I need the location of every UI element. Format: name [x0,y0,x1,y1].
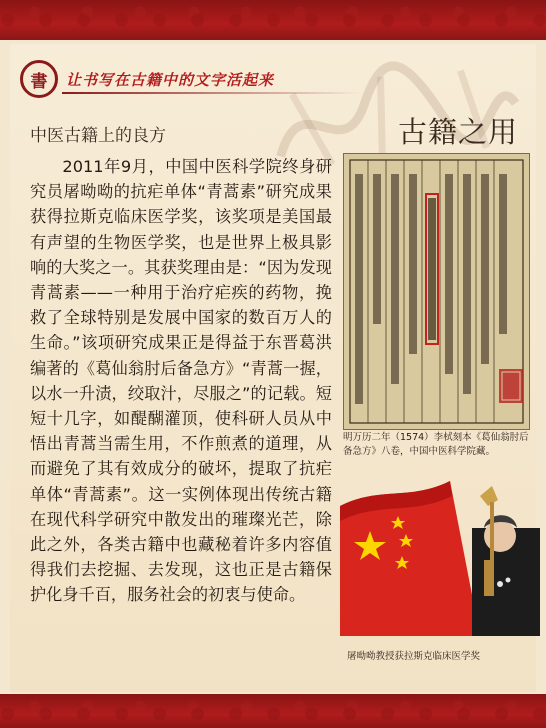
emblem-character: 書 [30,71,48,92]
article-body: 2011年9月，中国中医科学院终身研究员屠呦呦的抗疟单体“青蒿素”研究成果获得拉斯克临床医学奖，该奖项是美国最有声望的生物医学奖，也是世界上极具影响的大奖之一。其获奖理由是：“因为发现青蒿素——一种用于治疗疟疾的药物，挽救了全球特别是发展中国家的数百万人的生命。”该项研究成果正是得益于东晋葛洪编著的《葛仙翁肘后备急方》“青蒿一握，以水一升渍，绞取汁，尽服之”的记载。短短十几字，如醍醐灌顶，使科研人员从中悟出青蒿当需生用，不作煎煮的道理，从而避免了其有效成分的破坏，提取了抗疟单体“青蒿素”。这一实例体现出传统古籍在现代科学研究中散发出的璀璨光芒，除此之外，各类古籍中也藏秘着许多内容值得我们去挖掘、去发现，这也正是古籍保护化身千百，服务社会的初衷与使命。 [30,157,332,605]
section-title: 古籍之用 [398,115,519,149]
article-subheading: 中医古籍上的良方 [30,126,166,146]
ancient-book-photo [343,153,530,430]
decorative-bottom-border [0,694,546,728]
logo-emblem [20,60,58,98]
award-photo-caption: 屠呦呦教授获拉斯克临床医学奖 [347,651,481,662]
book-photo-caption: 明万历二年（1574）李栻刻本《葛仙翁肘后备急方》八卷，中国中医科学院藏。 [343,432,529,457]
slogan-underline [62,92,362,94]
award-photo [340,476,540,636]
decorative-top-border [0,0,546,40]
header-slogan: 让书写在古籍中的文字活起来 [66,71,275,89]
